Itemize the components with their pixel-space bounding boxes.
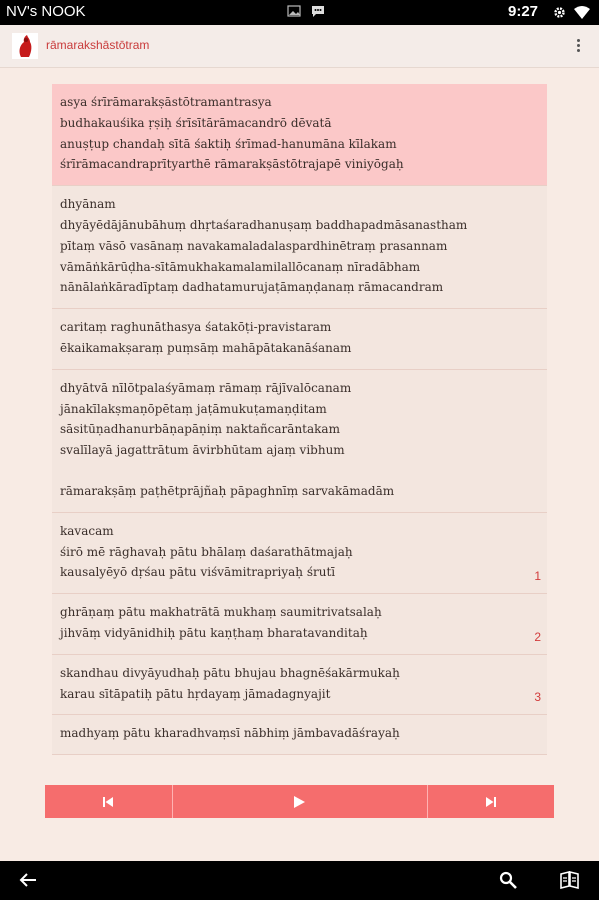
play-icon [294,796,305,808]
status-bar [0,0,599,25]
verse-line: pītaṃ vāsō vasānaṃ navakamaladalaspardhinētraṃ prasannam [60,238,448,253]
carrier-name: NV's NOOK [6,3,86,20]
verse-line: rāmarakṣāṃ paṭhētprājñaḥ pāpaghnīṃ sarvakāmadām [60,483,395,498]
library-icon[interactable] [560,871,582,889]
verse-line: skandhau divyāyudhaḥ pātu bhujau bhagnēśakārmukaḥ [60,665,400,680]
verse-line: kausalyēyō dṛśau pātu viśvāmitrapriyaḥ śrutī [60,565,336,580]
system-nav-bar [0,861,599,900]
app-bar [0,25,599,68]
clock: 9:27 [508,3,539,20]
search-icon[interactable] [499,871,517,889]
verse-block[interactable] [52,309,547,370]
verse-block[interactable] [52,715,547,755]
audio-player-controls [45,785,554,818]
previous-button[interactable] [45,785,173,818]
verse-number: 2 [534,629,541,644]
skip-previous-icon [103,797,113,807]
wifi-icon [574,5,590,20]
verse-number: 3 [534,690,541,705]
hanuman-logo-icon [12,33,38,59]
verse-line: jihvāṃ vidyānidhiḥ pātu kaṇṭhaṃ bharatavanditaḥ [60,625,368,640]
verse-line: budhakauśika ṛṣiḥ śrīsītārāmacandrō dēvatā [60,115,332,130]
verse-line: karau sītāpatiḥ pātu hṛdayaṃ jāmadagnyajit [60,686,331,701]
overflow-menu-icon[interactable] [572,37,584,55]
verse-line: asya śrīrāmarakṣāstōtramantrasya [60,95,272,109]
verse-number: 1 [534,569,541,584]
next-button[interactable] [428,785,555,818]
back-icon[interactable] [19,873,37,887]
verse-line: ēkaikamakṣaraṃ puṃsāṃ mahāpātakanāśanam [60,340,352,355]
verse-block[interactable] [52,513,547,594]
line-gap [60,461,539,481]
verse-line: śirō mē rāghavaḥ pātu bhālaṃ daśarathātmajaḥ [60,544,353,559]
play-button[interactable] [173,785,428,818]
app-title: rāmarakshāstōtram [46,38,150,52]
chat-notification-icon [311,5,325,18]
verse-line: dhyānam [60,197,116,212]
verse-block-highlighted[interactable] [52,84,547,186]
verse-block[interactable] [52,594,547,655]
stotram-text [52,84,547,755]
skip-next-icon [486,797,496,807]
verse-line: anuṣṭup chandaḥ sītā śaktiḥ śrīmad-hanumāna kīlakam [60,136,397,151]
verse-block[interactable] [52,655,547,716]
verse-block[interactable] [52,186,547,309]
verse-line: sāsitūṇadhanurbāṇapāṇiṃ naktañcarāntakam [60,422,340,437]
verse-line: caritaṃ raghunāthasya śatakōṭi-pravistaram [60,320,332,335]
verse-line: vāmāṅkārūḍha-sītāmukhakamalamilallōcanaṃ nīradābham [60,259,421,274]
settings-gear-icon [553,6,566,19]
verse-line: nānālaṅkāradīptaṃ dadhatamurujaṭāmaṇḍanaṃ rāmacandram [60,280,444,295]
verse-line: kavacam [60,523,114,538]
app-logo [12,33,38,59]
verse-line: ghrāṇaṃ pātu makhatrātā mukhaṃ saumitrivatsalaḥ [60,605,382,620]
verse-line: svalīlayā jagattrātum āvirbhūtam ajaṃ vibhum [60,443,345,458]
verse-line: śrīrāmacandraprītyarthē rāmarakṣāstōtrajapē viniyōgaḥ [60,157,404,172]
verse-line: madhyaṃ pātu kharadhvaṃsī nābhiṃ jāmbavadāśrayaḥ [60,726,400,741]
verse-line: dhyāyēdājānubāhuṃ dhṛtaśaradhanuṣaṃ baddhapadmāsanastham [60,217,468,232]
verse-block[interactable] [52,370,547,513]
verse-line: jānakīlakṣmaṇōpētaṃ jaṭāmukuṭamaṇḍitam [60,401,327,416]
image-notification-icon [287,5,301,17]
verse-line: dhyātvā nīlōtpalaśyāmaṃ rāmaṃ rājīvalōcanam [60,380,352,395]
